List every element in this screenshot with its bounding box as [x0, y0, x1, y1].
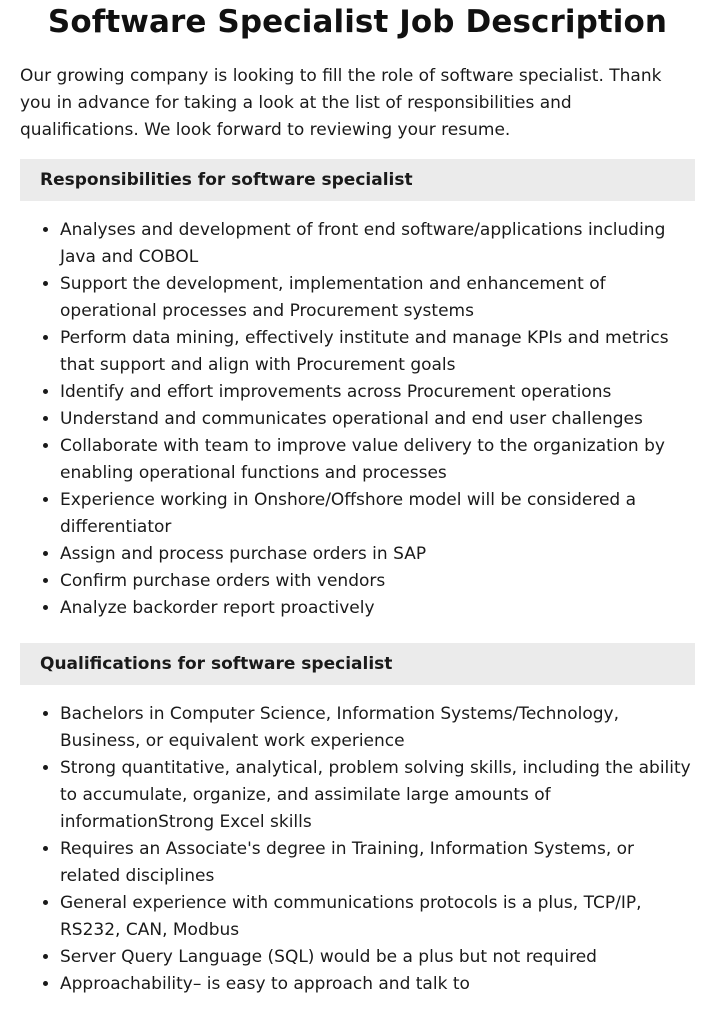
- list-item: • General experience with communications protocols is a plus, TCP/IP, RS232, CAN, Modbus: [60, 890, 695, 944]
- list-item: • Analyze backorder report proactively: [60, 595, 695, 622]
- list-item: • Perform data mining, effectively institute and manage KPIs and metrics that support and align with Procurement goals: [60, 325, 695, 379]
- list-item: • Requires an Associate's degree in Training, Information Systems, or related disciplines: [60, 836, 695, 890]
- intro-paragraph: Our growing company is looking to fill the role of software specialist. Thank you in advance for taking a look at the list of responsibilities and qualifications. We look forward to reviewing your resume.: [20, 66, 662, 140]
- list-item: • Strong quantitative, analytical, problem solving skills, including the ability to accumulate, organize, and assimilate large amounts of informationStrong Excel skills: [60, 755, 695, 836]
- responsibilities-list: [20, 217, 695, 622]
- list-item: • Bachelors in Computer Science, Information Systems/Technology, Business, or equivalent work experience: [60, 701, 695, 755]
- list-item: • Experience working in Onshore/Offshore model will be considered a differentiator: [60, 487, 695, 541]
- list-item: • Understand and communicates operational and end user challenges: [60, 406, 695, 433]
- list-item: • Assign and process purchase orders in SAP: [60, 541, 695, 568]
- list-item: • Identify and effort improvements across Procurement operations: [60, 379, 695, 406]
- list-item: • Collaborate with team to improve value delivery to the organization by enabling operational functions and processes: [60, 433, 695, 487]
- qualifications-list: [20, 701, 695, 998]
- list-item: • Server Query Language (SQL) would be a plus but not required: [60, 944, 695, 971]
- list-item: • Support the development, implementation and enhancement of operational processes and Procurement systems: [60, 271, 695, 325]
- list-item: • Analyses and development of front end software/applications including Java and COBOL: [60, 217, 695, 271]
- page-title: Software Specialist Job Description: [47, 4, 668, 40]
- list-item: • Approachability– is easy to approach and talk to: [60, 971, 695, 998]
- qualifications-heading: Qualifications for software specialist: [20, 643, 695, 685]
- responsibilities-heading: Responsibilities for software specialist: [20, 159, 695, 201]
- list-item: • Confirm purchase orders with vendors: [60, 568, 695, 595]
